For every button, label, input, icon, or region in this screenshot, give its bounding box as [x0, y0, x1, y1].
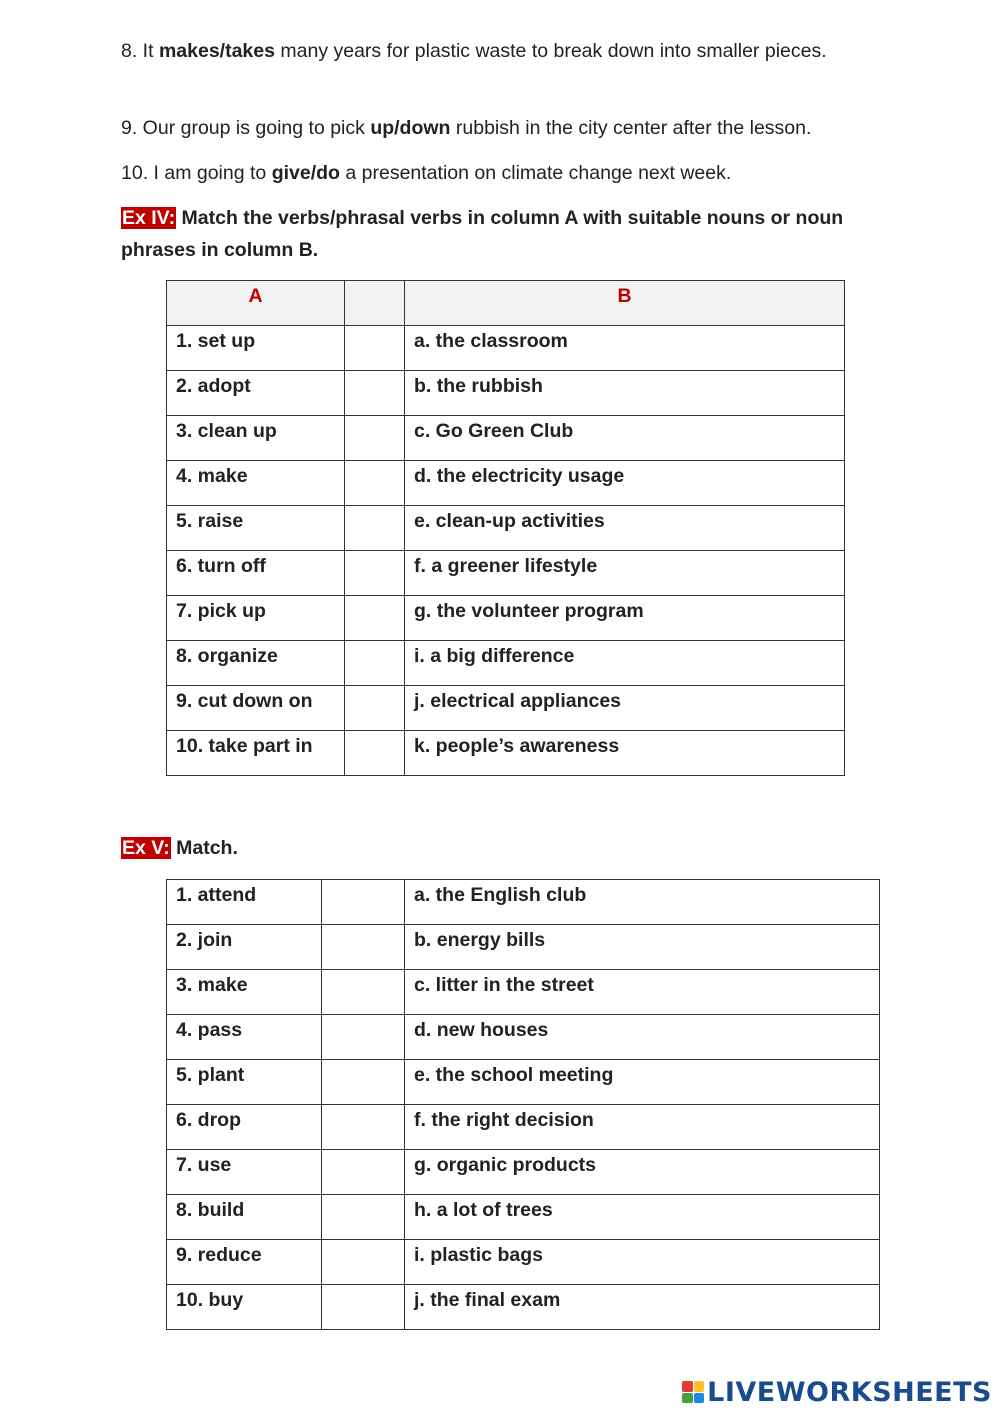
ex4-answer-cell[interactable]	[345, 416, 405, 461]
ex5-verb-cell: 3. make	[167, 970, 322, 1015]
ex5-noun-cell: a. the English club	[405, 880, 880, 925]
ex4-answer-cell[interactable]	[345, 731, 405, 776]
logo-square	[682, 1381, 693, 1392]
ex5-row	[167, 970, 880, 1015]
ex5-noun-cell: c. litter in the street	[405, 970, 880, 1015]
ex5-verb-cell: 1. attend	[167, 880, 322, 925]
ex4-answer-cell[interactable]	[345, 641, 405, 686]
option-up-down: up/down	[370, 117, 451, 139]
ex4-verb-cell: 3. clean up	[167, 416, 345, 461]
ex4-noun-cell: b. the rubbish	[405, 371, 845, 416]
ex5-answer-cell[interactable]	[322, 1150, 405, 1195]
ex5-noun-cell: h. a lot of trees	[405, 1195, 880, 1240]
ex4-verb-cell: 5. raise	[167, 506, 345, 551]
ex5-verb-cell: 2. join	[167, 925, 322, 970]
ex5-noun-cell: d. new houses	[405, 1015, 880, 1060]
liveworksheets-logo	[682, 1377, 992, 1407]
ex4-noun-cell: i. a big difference	[405, 641, 845, 686]
ex5-answer-cell[interactable]	[322, 880, 405, 925]
ex5-verb-cell: 7. use	[167, 1150, 322, 1195]
ex5-match-table	[166, 879, 880, 1330]
ex5-row	[167, 1105, 880, 1150]
ex5-row	[167, 880, 880, 925]
ex4-verb-cell: 4. make	[167, 461, 345, 506]
logo-square	[682, 1393, 693, 1404]
logo-square	[694, 1381, 705, 1392]
ex4-row	[167, 596, 845, 641]
ex5-answer-cell[interactable]	[322, 1060, 405, 1105]
ex4-verb-cell: 2. adopt	[167, 371, 345, 416]
ex4-row	[167, 326, 845, 371]
ex5-verb-cell: 8. build	[167, 1195, 322, 1240]
ex5-row	[167, 1240, 880, 1285]
ex5-answer-cell[interactable]	[322, 1105, 405, 1150]
ex4-header-row	[167, 281, 845, 326]
ex4-tag: Ex IV:	[122, 207, 176, 229]
liveworksheets-logo-icon	[682, 1381, 704, 1403]
ex5-row	[167, 1285, 880, 1330]
ex5-instruction: Match.	[176, 837, 238, 859]
question-9: 9. Our group is going to pick up/down rubbish in the city center after the lesson.	[121, 117, 812, 139]
ex5-heading	[121, 832, 878, 864]
ex5-verb-cell: 4. pass	[167, 1015, 322, 1060]
option-give-do: give/do	[271, 162, 340, 184]
ex4-noun-cell: d. the electricity usage	[405, 461, 845, 506]
ex4-answer-cell[interactable]	[345, 506, 405, 551]
ex4-header-a: A	[167, 281, 345, 326]
ex4-header-b: B	[405, 281, 845, 326]
ex4-row	[167, 416, 845, 461]
ex4-answer-cell[interactable]	[345, 551, 405, 596]
ex4-row	[167, 686, 845, 731]
ex5-answer-cell[interactable]	[322, 1195, 405, 1240]
ex4-answer-cell[interactable]	[345, 686, 405, 731]
ex4-answer-cell[interactable]	[345, 371, 405, 416]
ex5-noun-cell: f. the right decision	[405, 1105, 880, 1150]
ex4-noun-cell: a. the classroom	[405, 326, 845, 371]
ex4-noun-cell: j. electrical appliances	[405, 686, 845, 731]
logo-square	[694, 1393, 705, 1404]
ex4-match-table	[166, 280, 845, 776]
ex5-row	[167, 1060, 880, 1105]
ex4-noun-cell: e. clean-up activities	[405, 506, 845, 551]
ex4-verb-cell: 1. set up	[167, 326, 345, 371]
ex4-verb-cell: 6. turn off	[167, 551, 345, 596]
ex4-heading	[121, 202, 878, 266]
ex4-row	[167, 551, 845, 596]
ex4-noun-cell: k. people’s awareness	[405, 731, 845, 776]
question-8: 8. It makes/takes many years for plastic waste to break down into smaller pieces.	[121, 40, 827, 62]
option-makes-takes: makes/takes	[158, 40, 275, 62]
ex5-noun-cell: j. the final exam	[405, 1285, 880, 1330]
ex4-verb-cell: 7. pick up	[167, 596, 345, 641]
ex5-row	[167, 1015, 880, 1060]
ex4-answer-cell[interactable]	[345, 596, 405, 641]
ex5-noun-cell: b. energy bills	[405, 925, 880, 970]
ex4-instruction: Match the verbs/phrasal verbs in column A with suitable nouns or noun phrases in column B.	[121, 207, 844, 261]
ex4-row	[167, 371, 845, 416]
ex5-verb-cell: 6. drop	[167, 1105, 322, 1150]
liveworksheets-logo-text: LIVEWORKSHEETS	[707, 1376, 992, 1408]
question-10: 10. I am going to give/do a presentation on climate change next week.	[121, 162, 732, 184]
ex4-noun-cell: c. Go Green Club	[405, 416, 845, 461]
ex5-noun-cell: i. plastic bags	[405, 1240, 880, 1285]
ex4-row	[167, 641, 845, 686]
ex5-tag: Ex V:	[122, 837, 170, 859]
ex5-answer-cell[interactable]	[322, 1285, 405, 1330]
ex5-answer-cell[interactable]	[322, 1240, 405, 1285]
ex4-verb-cell: 10. take part in	[167, 731, 345, 776]
ex5-answer-cell[interactable]	[322, 1015, 405, 1060]
ex4-answer-cell[interactable]	[345, 461, 405, 506]
ex5-verb-cell: 10. buy	[167, 1285, 322, 1330]
ex4-answer-header	[345, 281, 405, 326]
ex5-row	[167, 1150, 880, 1195]
ex5-verb-cell: 9. reduce	[167, 1240, 322, 1285]
ex5-answer-cell[interactable]	[322, 970, 405, 1015]
ex4-verb-cell: 9. cut down on	[167, 686, 345, 731]
ex4-row	[167, 731, 845, 776]
ex5-noun-cell: g. organic products	[405, 1150, 880, 1195]
ex4-row	[167, 461, 845, 506]
ex5-row	[167, 925, 880, 970]
ex4-verb-cell: 8. organize	[167, 641, 345, 686]
ex5-verb-cell: 5. plant	[167, 1060, 322, 1105]
ex5-answer-cell[interactable]	[322, 925, 405, 970]
ex4-answer-cell[interactable]	[345, 326, 405, 371]
ex5-row	[167, 1195, 880, 1240]
ex4-noun-cell: f. a greener lifestyle	[405, 551, 845, 596]
ex4-noun-cell: g. the volunteer program	[405, 596, 845, 641]
ex4-row	[167, 506, 845, 551]
ex5-noun-cell: e. the school meeting	[405, 1060, 880, 1105]
